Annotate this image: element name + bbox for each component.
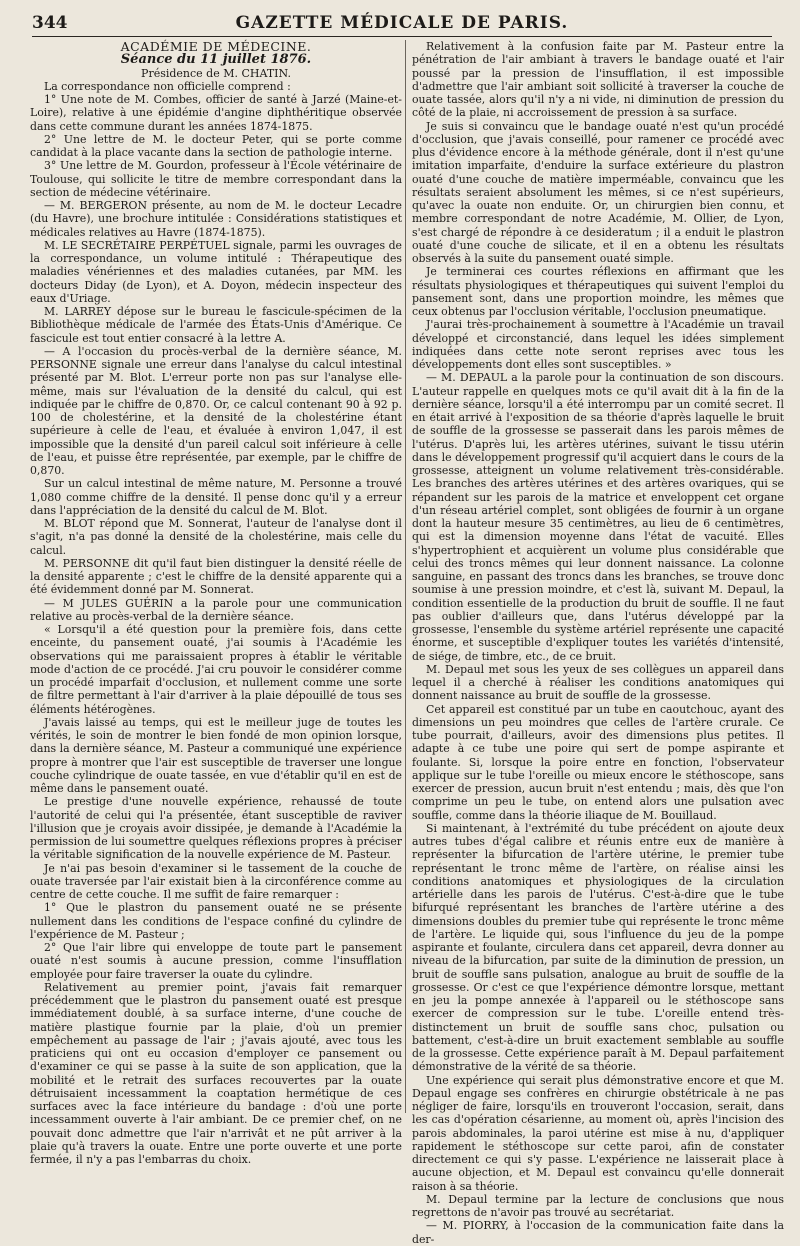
paragraph: M. LARREY dépose sur le bureau le fascicule-spécimen de la Bibliothèque médicale de l'armée des États-Unis d'Amérique. Ce fascicule est tout entier consacré à la lettre A. — [30, 305, 402, 345]
paragraph: — M. BERGERON présente, au nom de M. le docteur Lecadre (du Havre), une brochure intitulée : Considérations statistiques et médicales relatives au Havre (1874-1875). — [30, 199, 402, 239]
paragraph: M. Depaul termine par la lecture de conclusions que nous regrettons de n'avoir pas trouvé au secrétariat. — [412, 1192, 784, 1219]
paragraph: 2° Une lettre de M. le docteur Peter, qui se porte comme candidat à la place vacante dans la section de pathologie interne. — [30, 132, 402, 159]
paragraph: Sur un calcul intestinal de même nature, M. Personne a trouvé 1,080 comme chiffre de la densité. Il pense donc qu'il y a erreur dans l'appréciation de la densité du calcul de M. Blot. — [30, 477, 402, 517]
paragraph: — A l'occasion du procès-verbal de la dernière séance, M. PERSONNE signale une erreur dans l'analyse du calcul intestinal présenté par M. Blot. L'erreur porte non pas sur l'analyse elle-même, mais sur l'évaluation de la densité du calcul, qui est indiquée par le chiffre de 0,870. Or, ce calcul contenant 90 à 92 p. 100 de cholestérine, et la densité de la cholestérine étant supérieure à celle de l'eau, et évaluée à environ 1,047, il est impossible que la densité d'un pareil calcul soit inférieure à celle de l'eau, et puisse être représentée, par exemple, par le chiffre de 0,870. — [30, 344, 402, 477]
paragraph: Relativement au premier point, j'avais fait remarquer précédemment que le plastron du pansement ouaté est presque immédiatement doublé, à sa surface interne, d'une couche de matière plastique fournie par la plaie, d'où un premier empêchement au passage de l'air ; j'avais ajouté, avec tous les praticiens qui ont eu occasion d'employer ce pansement ou d'examiner ce qui se passe à la suite de son application, que la mobilité et le retrait des surfaces recouvertes par la ouate détruisaient incessamment la coaptation hermétique de ces surfaces avec la face intérieure du bandage : d'où une porte incessamment ouverte à l'air ambiant. De ce premier chef, on ne pouvait donc admettre que l'air n'arrivât et ne pût arriver à la plaie qu'à travers la ouate. Entre une porte ouverte et une porte fermée, il n'y a pas l'embarras du choix. — [30, 980, 402, 1166]
session-presidency: Présidence de M. CHATIN. — [141, 66, 291, 80]
paragraph: J'aurai très-prochainement à soumettre à l'Académie un travail développé et circonstancié, dans lequel les idées simplement indiquées dans cette note seront reprises avec tous les développements dont elles sont susceptibles. » — [412, 318, 784, 371]
paragraph: La correspondance non officielle comprend : — [44, 79, 291, 93]
paragraph: — M JULES GUÉRIN a la parole pour une communication relative au procès-verbal de la dernière séance. — [30, 596, 402, 623]
paragraph: 1° Une note de M. Combes, officier de santé à Jarzé (Maine-et-Loire), relative à une épidémie d'angine diphthéritique observée dans cette commune durant les années 1874-1875. — [30, 93, 402, 133]
left-column-body — [30, 80, 402, 1167]
running-title: GAZETTE MÉDICALE DE PARIS. — [235, 13, 569, 33]
paragraph: Le prestige d'une nouvelle expérience, rehaussé de toute l'autorité de celui qui l'a présentée, étant susceptible de raviver l'illusion que je croyais avoir dissipée, je demande à l'Académie la permission de lui soumettre quelques réflexions propres à préciser la véritable signification de la nouvelle expérience de M. Pasteur. — [30, 795, 402, 862]
paragraph: Cet appareil est constitué par un tube en caoutchouc, ayant des dimensions un peu moindres que celles de l'artère crurale. Ce tube pourrait, d'ailleurs, avoir des dimensions plus petites. Il adapte à ce tube une poire qui sert de pompe aspirante et foulante. Si, lorsque la poire entre en fonction, l'observateur applique sur le tube l'oreille ou mieux encore le stéthoscope, sans exercer de pression, aucun bruit n'est entendu ; mais, dès que l'on comprime un peu le tube, on entend alors une pulsation avec souffle, comme dans la théorie iliaque de M. Bouillaud. — [412, 702, 784, 822]
paragraph: Je n'ai pas besoin d'examiner si le tassement de la couche de ouate traversée par l'air existait bien à la circonférence comme au centre de cette couche. Il me suffit de faire remarquer : — [30, 861, 402, 901]
paragraph: M. BLOT répond que M. Sonnerat, l'auteur de l'analyse dont il s'agit, n'a pas donné la densité de la cholestérine, mais celle du calcul. — [30, 517, 402, 557]
paragraph: 3° Une lettre de M. Gourdon, professeur à l'École vétérinaire de Toulouse, qui sollicite le titre de membre correspondant dans la section de médecine vétérinaire. — [30, 159, 402, 199]
paragraph: Relativement à la confusion faite par M. Pasteur entre la pénétration de l'air ambiant à travers le bandage ouaté et l'air poussé par la pression de l'insufflation, il est impossible d'admettre que l'air ambiant soit sollicité à traverser la couche de ouate tassée, alors qu'il n'y a ni vide, ni diminution de pression du côté de la plaie, ni accroissement de pression à sa surface. — [412, 40, 784, 120]
paragraph: Je terminerai ces courtes réflexions en affirmant que les résultats physiologiques et thérapeutiques qui suivent l'emploi du pansement sont, dans une proportion moindre, les mêmes que ceux obtenus par l'occlusion véritable, l'occlusion pneumatique. — [412, 265, 784, 318]
paragraph: 1° Que le plastron du pansement ouaté ne se présente nullement dans les conditions de l'espace confiné du cylindre de l'expérience de M. Pasteur ; — [30, 901, 402, 941]
column-divider — [405, 40, 406, 1113]
page-number: 344 — [32, 13, 68, 33]
paragraph: Une expérience qui serait plus démonstrative encore et que M. Depaul engage ses confrères en chirurgie obstétricale à ne pas négliger de faire, lorsqu'ils en trouveront l'occasion, serait, dans les cas d'opération césarienne, au moment où, après l'incision des parois abdominales, la paroi utérine est mise à nu, d'appliquer rapidement le stéthoscope sur cette paroi, afin de constater directement ce qui s'y passe. L'expérience ne laisserait place à aucune objection, et M. Depaul est convaincu qu'elle donnerait raison à sa théorie. — [412, 1073, 784, 1193]
paragraph: J'avais laissé au temps, qui est le meilleur juge de toutes les vérités, le soin de montrer le bien fondé de mon opinion lorsque, dans la dernière séance, M. Pasteur a communiqué une expérience propre à montrer que l'air est susceptible de traverser une longue couche cylindrique de ouate tassée, en vue d'établir qu'il en est de même dans le pansement ouaté. — [30, 715, 402, 795]
section-title: ACADÉMIE DE MÉDECINE. — [120, 39, 312, 54]
right-column-body — [412, 40, 784, 1246]
paragraph: Si maintenant, à l'extrémité du tube précédent on ajoute deux autres tubes d'égal calibre et réunis entre eux de manière à représenter la bifurcation de l'artère utérine, le premier tube représentant le tronc même de l'artère, on réalise ainsi les conditions anatomiques et physiologiques de la circulation artérielle dans les parois de l'utérus. C'est-à-dire que le tube bifurqué représentant les branches de l'artère utérine a des dimensions doubles du premier tube qui représente le tronc même de l'artère. Le liquide qui, sous l'influence du jeu de la pompe aspirante et foulante, circulera dans cet appareil, devra donner au niveau de la bifurcation, par suite de la diminution de pression, un bruit de souffle sans pulsation, analogue au bruit de souffle de la grossesse. Or c'est ce que l'expérience démontre lorsque, mettant en jeu la pompe annexée à l'appareil ou le stéthoscope sans exercer de compression sur le tube. L'oreille entend très-distinctement un bruit de souffle sans choc, pulsation ou battement, c'est-à-dire un bruit exactement semblable au souffle de la grossesse. Cette expérience paraît à M. Depaul parfaitement démonstrative de la vérité de sa théorie. — [412, 821, 784, 1074]
paragraph: « Lorsqu'il a été question pour la première fois, dans cette enceinte, du pansement ouaté, j'ai soumis à l'Académie les observations qui me paraissaient propres à établir le véritable mode d'action de ce procédé. J'ai cru pouvoir le considérer comme un procédé imparfait d'occlusion, et nullement comme une sorte de filtre permettant à l'air d'arriver à la plaie dépouillé de tous ses éléments hétérogènes. — [30, 623, 402, 716]
left-column — [30, 39, 402, 1166]
paragraph: — M. PIORRY, à l'occasion de la communication faite dans la der- — [412, 1219, 784, 1246]
paragraph: M. LE SECRÉTAIRE PERPÉTUEL signale, parmi les ouvrages de la correspondance, un volume intitulé : Thérapeutique des maladies vénériennes et des maladies cutanées, par MM. les docteurs Diday (de Lyon), et A. Doyon, médecin inspecteur des eaux d'Uriage. — [30, 238, 402, 305]
paragraph: — M. DEPAUL a la parole pour la continuation de son discours. L'auteur rappelle en quelques mots ce qu'il avait dit à la fin de la dernière séance, lorsqu'il a été interrompu par un comité secret. Il en était arrivé à l'exposition de sa théorie d'après laquelle le bruit de souffle de la grossesse se passerait dans les parois mêmes de l'utérus. D'après lui, les artères utérines, suivant le tissu utérin dans le développement progressif qu'il acquiert dans le cours de la grossesse, atteignent un volume relativement très-considérable. Les branches des artères utérines et des artères ovariques, qui se répandent sur les parois de la matrice et enveloppent cet organe d'un réseau artériel complet, sont obligées de fournir à un organe dont la hauteur mesure 35 centimètres, au lieu de 6 centimètres, qui est la dimension moyenne dans l'état de vacuité. Elles s'hypertrophient et acquièrent un volume plus considérable que celui des troncs mêmes qui leur donnent naissance. La colonne sanguine, en passant des troncs dans les branches, se trouve donc soumise à une pression moindre, et c'est là, suivant M. Depaul, la condition essentielle de la production du bruit de souffle. Il ne faut pas oublier d'ailleurs que, dans l'utérus développé par la grossesse, l'ensemble du système artériel représente une capacité énorme, et susceptible d'expliquer toutes les variétés d'intensité, de siége, de timbre, etc., de ce bruit. — [412, 371, 784, 663]
running-header — [32, 10, 772, 37]
paragraph: M. PERSONNE dit qu'il faut bien distinguer la densité réelle de la densité apparente ; c'est le chiffre de la densité apparente qui a été évidemment donné par M. Sonnerat. — [30, 556, 402, 597]
paragraph: 2° Que l'air libre qui enveloppe de toute part le pansement ouaté n'est soumis à aucune pression, comme l'insufflation employée pour faire traverser la ouate du cylindre. — [30, 941, 402, 981]
right-column — [412, 40, 784, 1246]
paragraph: Je suis si convaincu que le bandage ouaté n'est qu'un procédé d'occlusion, que j'avais conseillé, pour ramener ce procédé avec plus d'évidence encore à la méthode générale, dont il n'est qu'une imitation imparfaite, d'enduire la surface extérieure du plastron ouaté d'une couche de matière imperméable, convaincu que les résultats seraient absolument les mêmes, si ce n'est supérieurs, qu'avec la ouate non enduite. Or, un chirurgien bien connu, et membre correspondant de notre Académie, M. Ollier, de Lyon, s'est chargé de répondre à ce desideratum ; il a enduit le plastron ouaté d'une couche de silicate, et il en a obtenu les résultats observés à la suite du pansement ouaté simple. — [412, 119, 784, 265]
paragraph: M. Depaul met sous les yeux de ses collègues un appareil dans lequel il a cherché à réaliser les conditions anatomiques qui donnent naissance au bruit de souffle de la grossesse. — [412, 662, 784, 703]
session-date: Séance du 11 juillet 1876. — [120, 52, 312, 68]
